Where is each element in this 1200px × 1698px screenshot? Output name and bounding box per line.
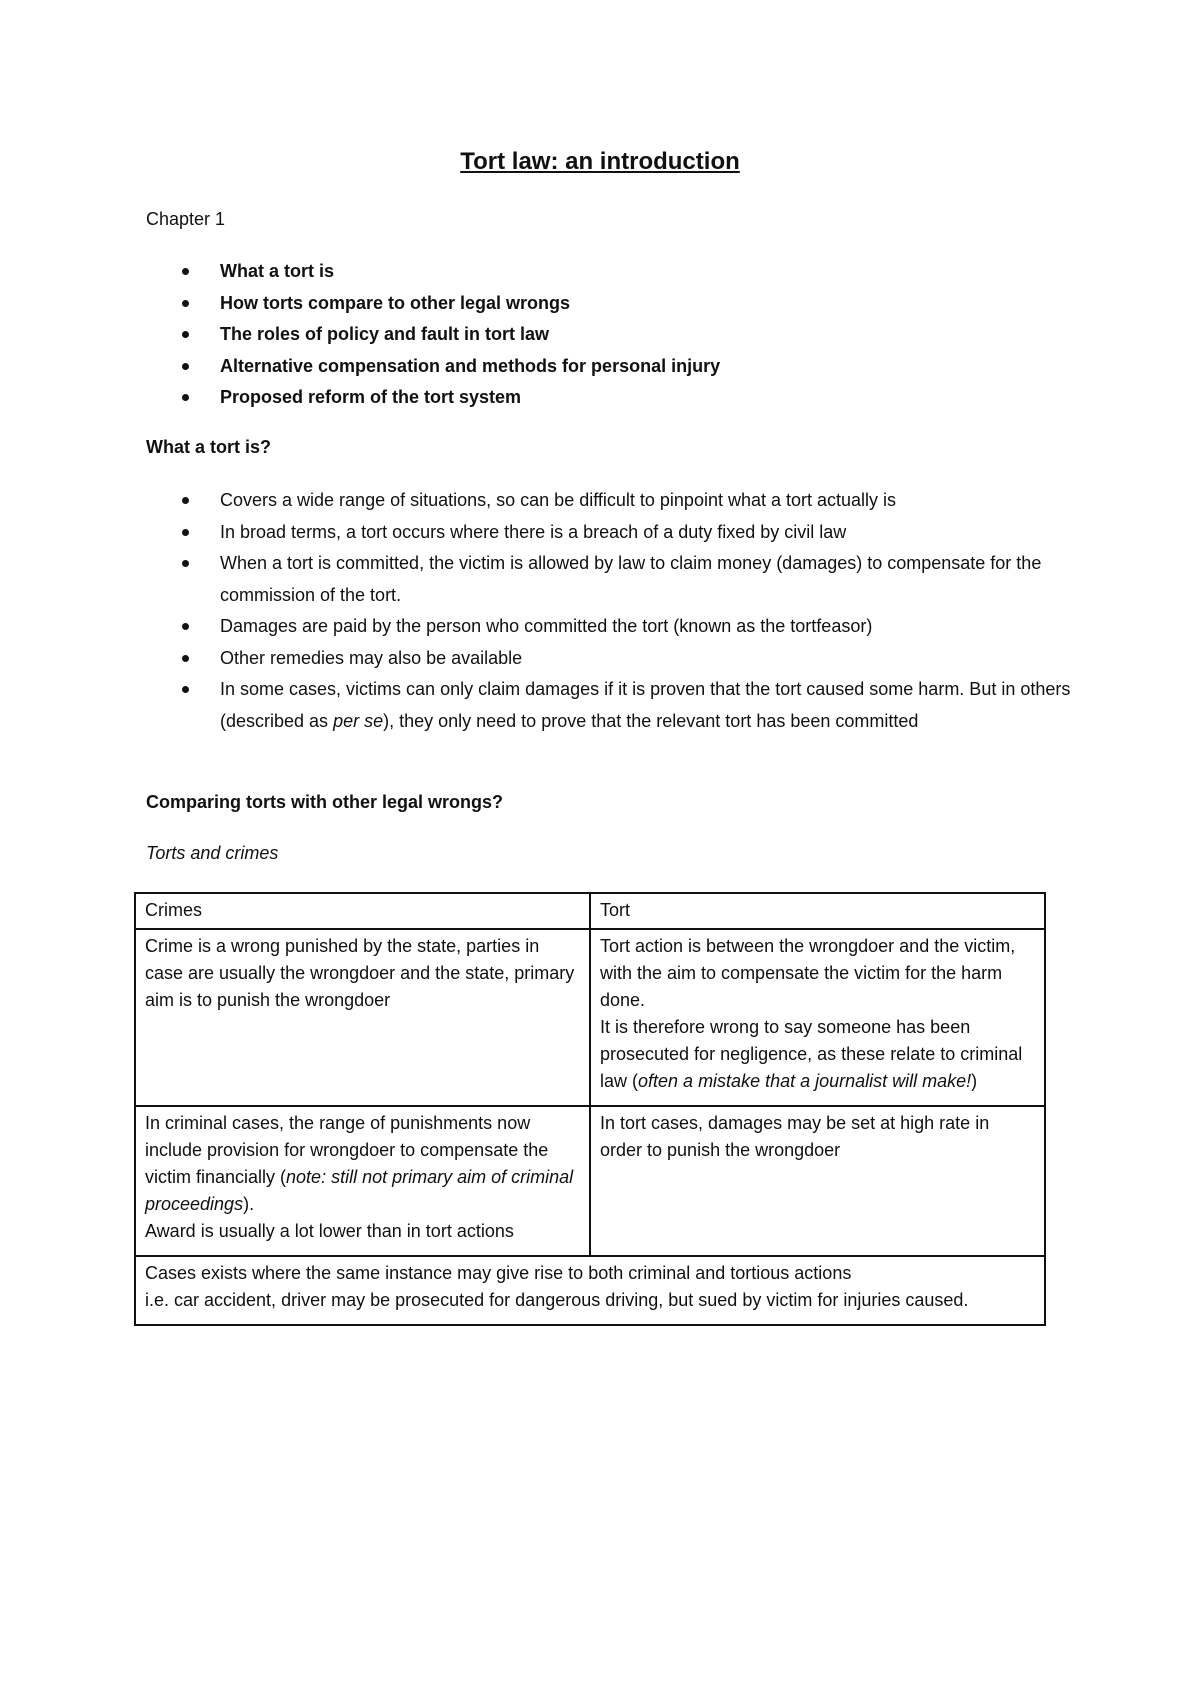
bullet-icon	[182, 394, 189, 401]
subheading-torts-and-crimes: Torts and crimes	[146, 843, 279, 863]
table-cell: Crime is a wrong punished by the state, parties in case are usually the wrongdoer and the state, primary aim is to punish the wrongdoer	[135, 929, 590, 1106]
bullet-icon	[182, 686, 189, 693]
table-cell: In tort cases, damages may be set at high rate in order to punish the wrongdoer	[590, 1106, 1045, 1256]
list-item: What a tort is	[146, 256, 1076, 288]
table-cell: Cases exists where the same instance may give rise to both criminal and tortious actions i.e. car accident, driver may be prosecuted for dangerous driving, but sued by victim for injuries caused.	[135, 1256, 1045, 1325]
table-row	[135, 929, 1045, 1106]
list-item: Alternative compensation and methods for personal injury	[146, 351, 1076, 383]
table-header-row	[135, 893, 1045, 929]
list-item: In broad terms, a tort occurs where there is a breach of a duty fixed by civil law	[146, 517, 1076, 549]
table-row	[135, 1256, 1045, 1325]
table-header-cell: Crimes	[135, 893, 590, 929]
bullet-icon	[182, 268, 189, 275]
table-row	[135, 1106, 1045, 1256]
bullet-icon	[182, 623, 189, 630]
bullet-icon	[182, 560, 189, 567]
section-heading-what-a-tort-is: What a tort is?	[146, 437, 271, 457]
list-item: Proposed reform of the tort system	[146, 382, 1076, 414]
list-item: Damages are paid by the person who committed the tort (known as the tortfeasor)	[146, 611, 1076, 643]
chapter-overview-list	[146, 256, 1076, 414]
list-item: The roles of policy and fault in tort law	[146, 319, 1076, 351]
bullet-icon	[182, 655, 189, 662]
list-item: Covers a wide range of situations, so can be difficult to pinpoint what a tort actually is	[146, 485, 1076, 517]
comparison-table	[134, 892, 1046, 1326]
table-cell: In criminal cases, the range of punishments now include provision for wrongdoer to compensate the victim financially (note: still not primary aim of criminal proceedings). Award is usually a lot lower than in tort actions	[135, 1106, 590, 1256]
list-item: In some cases, victims can only claim damages if it is proven that the tort caused some harm. But in others (described as per se), they only need to prove that the relevant tort has been committed	[146, 674, 1076, 737]
list-item: When a tort is committed, the victim is allowed by law to claim money (damages) to compensate for the commission of the tort.	[146, 548, 1076, 611]
bullet-icon	[182, 363, 189, 370]
bullet-icon	[182, 497, 189, 504]
bullet-icon	[182, 300, 189, 307]
page-title: Tort law: an introduction	[460, 148, 740, 175]
bullet-icon	[182, 529, 189, 536]
table-header-cell: Tort	[590, 893, 1045, 929]
list-item: Other remedies may also be available	[146, 643, 1076, 675]
section-heading-comparing-torts: Comparing torts with other legal wrongs?	[146, 792, 504, 812]
bullet-icon	[182, 331, 189, 338]
tort-definition-list	[146, 485, 1076, 737]
list-item: How torts compare to other legal wrongs	[146, 288, 1076, 320]
chapter-label: Chapter 1	[146, 209, 226, 229]
table-cell: Tort action is between the wrongdoer and the victim, with the aim to compensate the victim for the harm done. It is therefore wrong to say someone has been prosecuted for negligence, as these relate to criminal law (often a mistake that a journalist will make!)	[590, 929, 1045, 1106]
